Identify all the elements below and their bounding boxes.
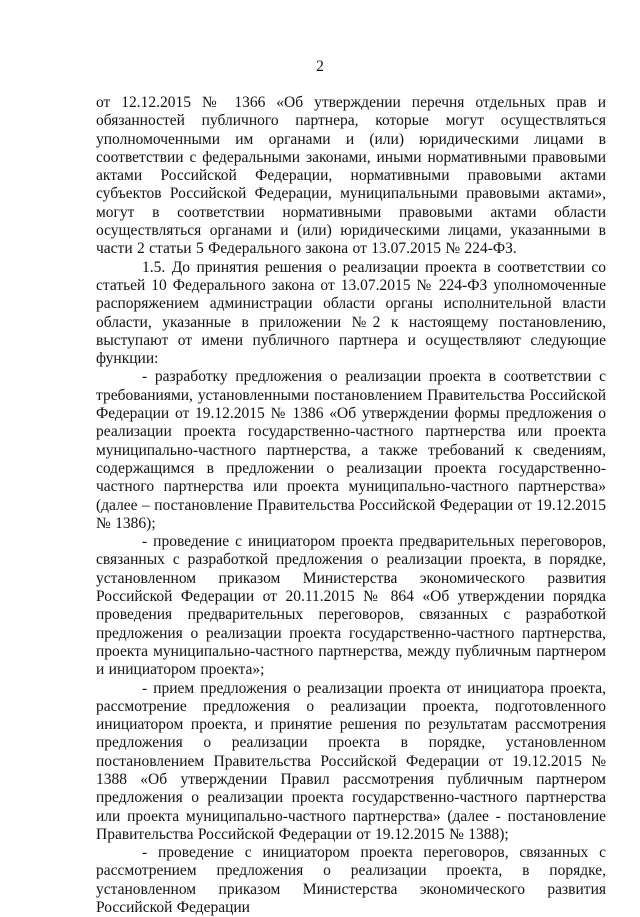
paragraph-clause-1-5: 1.5. До принятия решения о реализации проекта в соответствии со статьей 10 Федерального закона от 13.07.2015 № 224-ФЗ уполномоченные распоряжением администрации области органы исполнительной власти области, указанные в приложении №2 к настоящему постановлению, выступают от имени публичного партнера и осуществляют следующие функции: (96, 258, 606, 368)
paragraph-continuation: от 12.12.2015 № 1366 «Об утверждении перечня отдельных прав и обязанностей публичного партнера, которые могут осуществляться уполномоченными им органами и (или) юридическими лицами в соответствии с федеральными законами, иными нормативными правовыми актами Российской Федерации, нормативными правовыми актами субъектов Российской Федерации, муниципальными правовыми актами», могут в соответствии нормативными правовыми актами области осуществляться органами и (или) юридическими лицами, указанными в части 2 статьи 5 Федерального закона от 13.07.2015 № 224-ФЗ. (96, 94, 606, 258)
paragraph-item-development: - разработку предложения о реализации проекта в соответствии с требованиями, установленными постановлением Правительства Российской Федерации от 19.12.2015 № 1386 «Об утверждении формы предложения о реализации проекта государственно-частного партнерства или проекта муниципально-частного партнерства, а также требований к сведениям, содержащимся в предложении о реализации проекта государственно-частного партнерства или проекта муниципально-частного партнерства» (далее – постановление Правительства Российской Федерации от 19.12.2015 № 1386); (96, 368, 606, 532)
page-number: 2 (316, 58, 324, 75)
document-body (96, 94, 606, 917)
paragraph-item-reception: - прием предложения о реализации проекта от инициатора проекта, рассмотрение предложения о реализации проекта, подготовленного инициатором проекта, и принятие решения по результатам рассмотрения предложения о реализации проекта в порядке, установленном постановлением Правительства Российской Федерации от 19.12.2015 № 1388 «Об утверждении Правил рассмотрения публичным партнером предложения о реализации проекта государственно-частного партнерства или проекта муниципально-частного партнерства» (далее - постановление Правительства Российской Федерации от 19.12.2015 № 1388); (96, 679, 606, 843)
paragraph-item-negotiations: - проведение с инициатором проекта переговоров, связанных с рассмотрением предложения о реализации проекта, в порядке, установленном приказом Министерства экономического развития Российской Федерации (96, 844, 606, 917)
paragraph-item-preliminary-negotiations: - проведение с инициатором проекта предварительных переговоров, связанных с разработкой предложения о реализации проекта, в порядке, установленном приказом Министерства экономического развития Российской Федерации от 20.11.2015 № 864 «Об утверждении порядка проведения предварительных переговоров, связанных с разработкой предложения о реализации проекта государственно-частного партнерства, проекта муниципально-частного партнерства, между публичным партнером и инициатором проекта»; (96, 533, 606, 679)
